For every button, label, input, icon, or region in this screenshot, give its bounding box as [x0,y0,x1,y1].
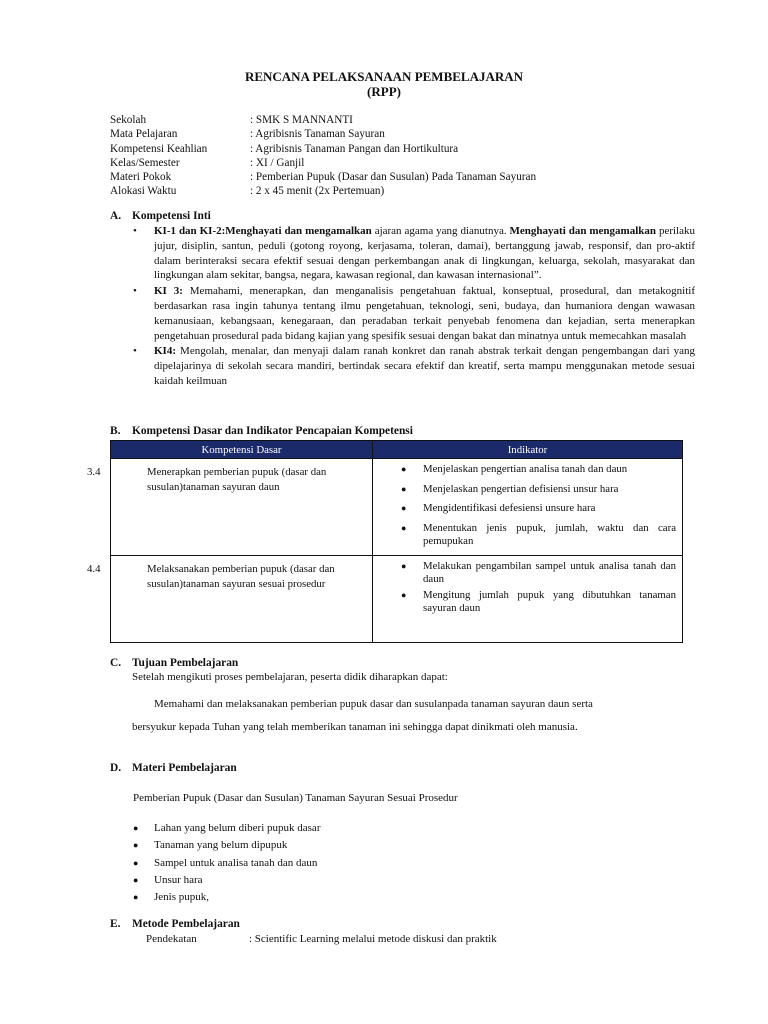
list-item: • KI 3: Memahami, menerapkan, dan menganalisis pengetahuan faktual, konseptual, prosedural, dan metakognitif berdasarkan rasa ingin tahunya tentang ilmu pengetahuan, teknologi, seni, budaya, dan humaniora dengan wawasan kemanusiaan, kebangsaan, kenegaraan, dan peradaban terkait penyebab fenomena dan kejadian, serta menerapkan pengetahuan prosedural pada bidang kajian yang spesifik sesuai dengan bakat dan minatnya untuk memecahkan masalah [133,285,695,342]
list-item: ● Tanaman yang belum dipupuk [133,837,320,854]
info-row-subject [110,127,536,141]
bullet-icon: ● [401,560,407,571]
bullet-icon: ● [401,503,407,513]
method-label: Pendekatan [146,933,197,945]
info-value: : Pemberian Pupuk (Dasar dan Susulan) Pada Tanaman Sayuran [250,171,537,184]
identity-block [110,113,536,199]
info-row-material [110,170,536,184]
list-item: ● Jenis pupuk, [133,889,320,906]
objective-intro: Setelah mengikuti proses pembelajaran, peserta didik diharapkan dapat: [132,671,448,683]
info-value: : Agribisnis Tanaman Sayuran [250,128,385,141]
section-e-heading: E. Metode Pembelajaran [110,918,240,930]
method-value: : Scientific Learning melalui metode diskusi dan praktik [249,933,497,945]
table-cell [373,459,683,556]
info-row-competency [110,142,536,156]
indicator-item: ● Menjelaskan pengertian analisa tanah dan daun [401,463,628,475]
section-a-heading: A. Kompetensi Inti [110,210,211,222]
info-label: Kelas/Semester [110,156,180,169]
competency-text: Menerapkan pemberian pupuk (dasar dan susulan)tanaman sayuran daun [147,466,327,493]
indicator-item: ● Mengidentifikasi defesiensi unsure hara [401,502,596,514]
table-cell [87,555,373,643]
bullet-icon: ● [133,874,139,885]
section-b-heading: B. Kompetensi Dasar dan Indikator Pencapaian Kompetensi [110,425,413,437]
indicator-item: ● Melakukan pengambilan sampel untuk analisa tanah dan daun [401,559,676,585]
info-label: Alokasi Waktu [110,185,177,198]
info-value: : SMK S MANNANTI [250,114,353,126]
bullet-icon: ● [133,857,139,868]
list-item: ● Lahan yang belum diberi pupuk dasar [133,820,320,837]
bullet-icon: ● [133,840,139,851]
core-competency-list [133,224,695,390]
bullet-icon: ● [401,522,407,533]
bullet-icon: ● [401,589,407,600]
bullet-icon: • [133,225,137,237]
bullet-icon: ● [401,464,407,474]
competency-number: 4.4 [87,562,101,575]
info-row-class [110,156,536,170]
table-header-row [111,441,683,459]
info-label: Kompetensi Keahlian [110,142,208,155]
competency-indicator-table [87,440,683,643]
info-value: : XI / Ganjil [250,156,305,169]
table-row [111,459,683,556]
section-c-heading: C. Tujuan Pembelajaran [110,657,239,669]
bullet-icon: ● [133,823,139,833]
indicator-item: ● Menjelaskan pengertian defisiensi unsur hara [401,482,619,495]
section-d-heading: D. Materi Pembelajaran [110,762,237,774]
list-item: • KI4: Mengolah, menalar, dan menyaji dalam ranah konkret dan ranah abstrak terkait dengan pengembangan dari yang dipelajarinya di sekolah secara mandiri, bertindak secara efektif dan kreatif, serta mampu menggunakan metode sesuai kaidah keilmuan [133,345,695,387]
bullet-icon: • [133,285,137,298]
bullet-icon: ● [133,892,139,903]
info-value: : Agribisnis Tanaman Pangan dan Hortikultura [250,142,459,155]
list-item: • KI-1 dan KI-2:Menghayati dan mengamalkan ajaran agama yang dianutnya. Menghayati dan mengamalkan perilaku jujur, disiplin, santun, peduli (gotong royong, kerjasama, toleran, damai), bertanggung jawab, responsif, dan pro-aktif dalam berinteraksi secara efektif sesuai dengan perkembangan anak di lingkungan, keluarga, sekolah, masyarakat dan lingkungan alam sekitar, bangsa, negara, kawasan regional, dan kawasan internasional”. [133,225,695,282]
list-item: ● Unsur hara [133,872,320,889]
document-subtitle: (RPP) [367,84,401,99]
column-header: Indikator [373,441,683,459]
info-value: : 2 x 45 menit (2x Pertemuan) [250,185,385,198]
indicator-item: ● Menentukan jenis pupuk, jumlah, waktu dan cara pemupukan [401,521,676,547]
column-header: Kompetensi Dasar [111,441,373,459]
info-label: Mata Pelajaran [110,128,178,141]
info-row-school [110,113,536,127]
objective-text-line2: bersyukur kepada Tuhan yang telah memberikan tanaman ini sehingga dapat dinikmati oleh manusia. [132,721,578,733]
table-cell [87,459,373,556]
table-cell [373,555,683,643]
objective-text-line1: Memahami dan melaksanakan pemberian pupuk dasar dan susulanpada tanaman sayuran daun serta [154,698,593,710]
bullet-icon: ● [401,483,407,494]
material-list [133,820,320,906]
document-title: RENCANA PELAKSANAAN PEMBELAJARAN [244,69,524,84]
table-row [111,555,683,643]
competency-number: 3.4 [87,466,101,478]
material-intro: Pemberian Pupuk (Dasar dan Susulan) Tanaman Sayuran Sesuai Prosedur [133,792,458,804]
info-label: Sekolah [110,114,147,126]
bullet-icon: • [133,345,137,358]
info-label: Materi Pokok [110,171,172,184]
indicator-item: ● Mengitung jumlah pupuk yang dibutuhkan tanaman sayuran daun [401,588,676,614]
competency-text: Melaksanakan pemberian pupuk (dasar dan susulan)tanaman sayuran sesuai prosedur [147,562,335,590]
list-item: ● Sampel untuk analisa tanah dan daun [133,855,320,872]
info-row-time [110,184,536,198]
method-row [146,933,497,945]
